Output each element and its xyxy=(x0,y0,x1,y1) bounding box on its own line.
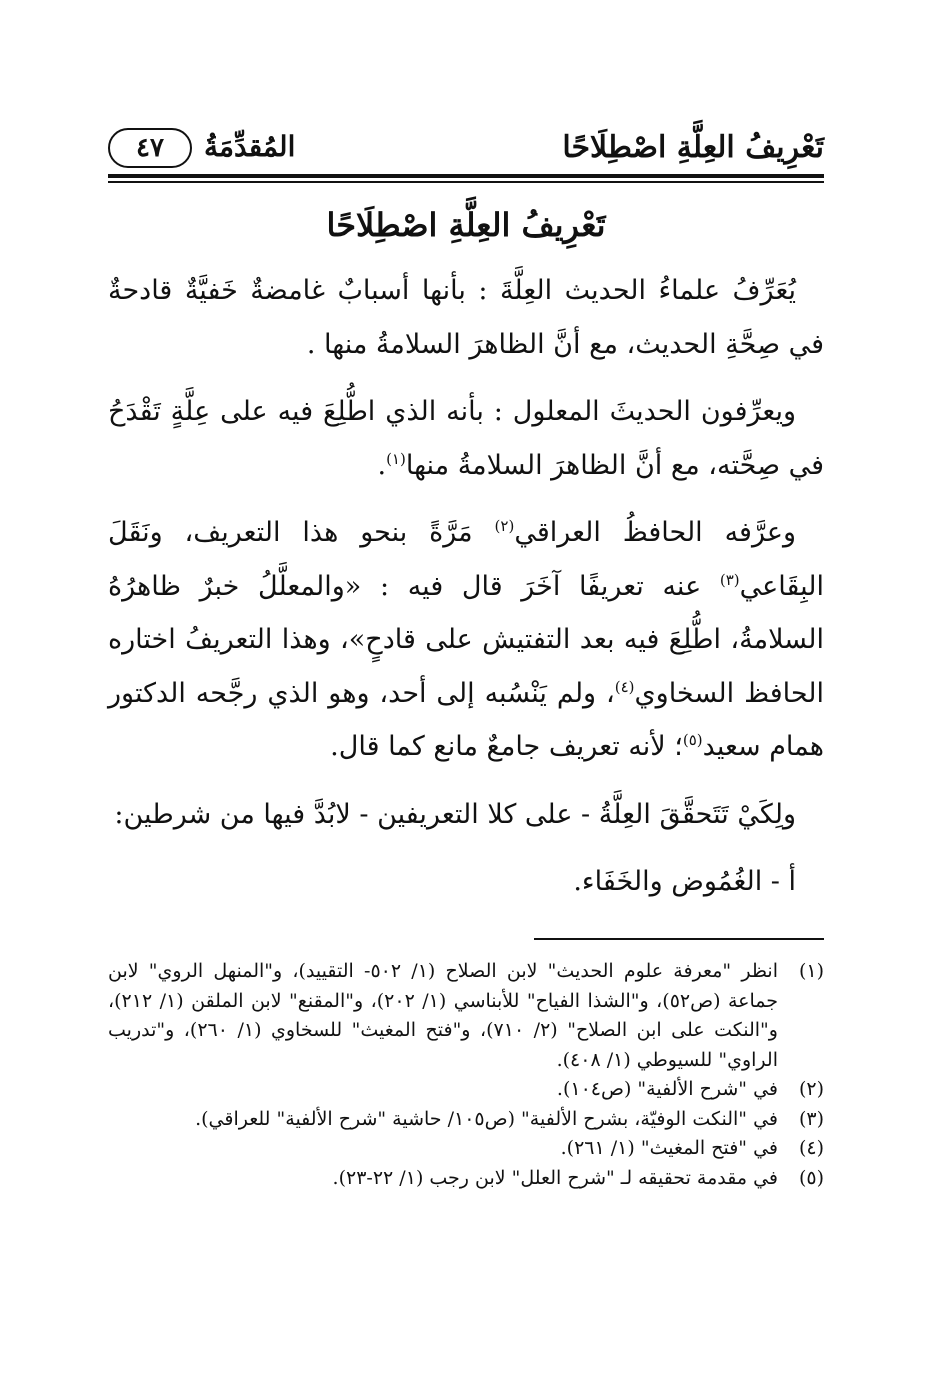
footnote-5 xyxy=(108,1164,824,1194)
paragraph-text: ويعرِّفون الحديثَ المعلول : بأنه الذي اطُّلِعَ فيه على عِلَّةٍ تَقْدَحُ في صِحَّته، مع أنَّ الظاهرَ السلامةُ منها xyxy=(108,396,824,481)
footnote-text: انظر "معرفة علوم الحديث" لابن الصلاح (١/ ٥٠٢- التقييد)، و"المنهل الروي" لابن جماعة (ص٥٢)، و"الشذا الفياح" للأبناسي (١/ ٢٠٢)، و"المقنع" لابن الملقن (١/ ٢١٢)، و"النكت على ابن الصلاح" (٢/ ٧١٠)، و"فتح المغيث" للسخاوي (١/ ٢٦٠)، و"تدريب الراوي" للسيوطي (١/ ٤٠٨). xyxy=(108,960,778,1071)
paragraph-text: عنه تعريفًا آخَرَ قال فيه : «والمعلَّلُ خبرٌ ظاهرُهُ السلامةُ، اطُّلِعَ فيه بعد التفتيش على قادحٍ»، وهذا التعريفُ اختاره الحافظ السخاوي xyxy=(108,570,824,709)
footnote-ref: (٤) xyxy=(614,677,635,696)
paragraph-text: مَرَّةً بنحو هذا التعريف، ونَقَلَ البِقَاعي xyxy=(108,517,824,602)
footnote-number: (٤) xyxy=(798,1137,824,1159)
footnote-ref: (٣) xyxy=(719,570,740,589)
header-rule-thick xyxy=(108,174,824,178)
footnote-2 xyxy=(108,1075,824,1105)
footnote-text: في "شرح الألفية" (ص١٠٤). xyxy=(556,1078,778,1100)
footnote-ref: (٢) xyxy=(494,517,515,535)
header-rule-thin xyxy=(108,181,824,183)
footnote-text: في "النكت الوفيّة، بشرح الألفية" (ص١٠٥/ حاشية "شرح الألفية" للعراقي). xyxy=(195,1107,778,1130)
footnote-ref: (٥) xyxy=(682,731,703,749)
list-item-text: أ - الغُمُوض والخَفَاء. xyxy=(573,866,796,897)
footnote-number: (١) xyxy=(798,960,824,982)
footnote-3 xyxy=(108,1105,824,1135)
footnote-text: في مقدمة تحقيقه لـ "شرح العلل" لابن رجب (١/ ٢٢-٢٣). xyxy=(332,1166,778,1189)
running-header xyxy=(108,118,824,184)
footnote-4 xyxy=(108,1134,824,1164)
paragraph-2 xyxy=(108,385,824,492)
paragraph-text: يُعَرِّفُ علماءُ الحديث العِلَّةَ : بأنها أسبابٌ غامضةٌ خَفيَّةٌ قادحةٌ في صِحَّةِ الحديث، مع أنَّ الظاهرَ السلامةُ منها . xyxy=(108,275,824,360)
paragraph-text: ؛ لأنه تعريف جامعٌ مانع كما قال. xyxy=(330,731,683,762)
page-number: ٤٧ xyxy=(136,133,164,163)
paragraph-3 xyxy=(108,506,824,774)
section-name: المُقدِّمَةُ xyxy=(204,130,296,163)
footnote-number: (٢) xyxy=(798,1078,824,1100)
running-chapter-title: تَعْرِيفُ العِلَّةِ اصْطِلَاحًا xyxy=(562,130,824,165)
page-heading: تَعْرِيفُ العِلَّةِ اصْطِلَاحًا xyxy=(326,206,606,244)
paragraph-4 xyxy=(108,788,824,842)
footnote-number: (٣) xyxy=(798,1107,824,1130)
page-number-badge xyxy=(108,128,192,168)
paragraph-1 xyxy=(108,264,824,371)
body-text xyxy=(108,264,824,923)
footnote-number: (٥) xyxy=(798,1166,824,1189)
footnote-text: في "فتح المغيث" (١/ ٢٦١). xyxy=(560,1137,778,1159)
list-item xyxy=(108,855,824,909)
paragraph-text: ، ولم يَنْسُبه إلى أحد، وهو الذي رجَّحه الدكتور همام سعيد xyxy=(108,677,824,762)
paragraph-text: وعرَّفه الحافظُ العراقي xyxy=(514,517,796,548)
footnote-1 xyxy=(108,957,824,1075)
paragraph-text: ولِكَيْ تَتَحقَّقَ العِلَّةُ - على كلا التعريفين - لابُدَّ فيها من شرطين: xyxy=(114,798,796,830)
footnote-ref: (١) xyxy=(386,449,406,468)
footnotes xyxy=(108,957,824,1193)
paragraph-tail: . xyxy=(377,449,387,481)
footnote-separator xyxy=(534,938,824,940)
